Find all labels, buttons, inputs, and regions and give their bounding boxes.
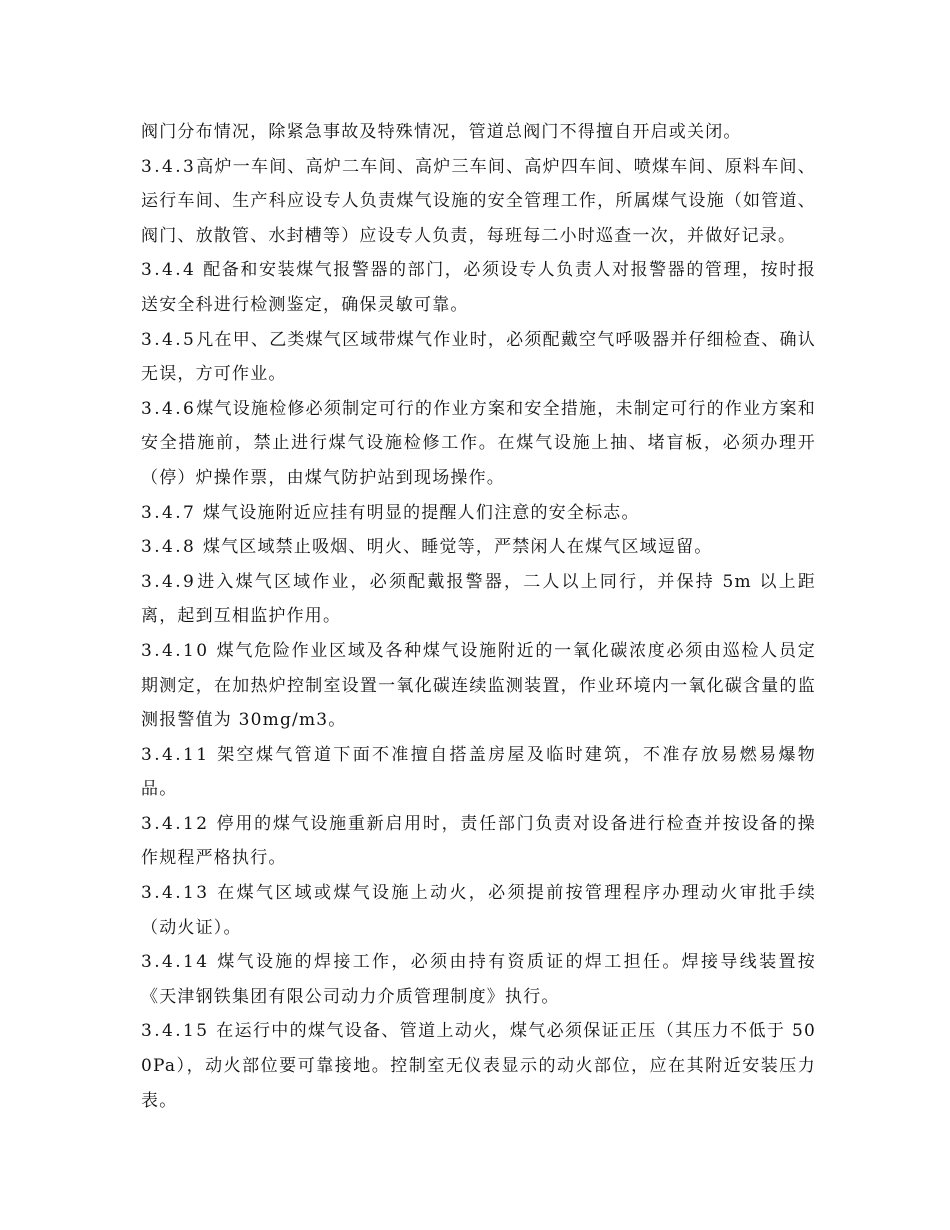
clause-number: 3.4.15 [141, 1021, 210, 1042]
paragraph-3-4-3 [141, 150, 816, 254]
clause-number: 3.4.6 [141, 398, 197, 419]
paragraph-3-4-4 [141, 253, 816, 322]
paragraph-3-4-8 [141, 530, 816, 565]
paragraph-3-4-10 [141, 634, 816, 738]
clause-number: 3.4.14 [141, 952, 210, 973]
document-body [141, 115, 816, 1118]
paragraph-text: 煤气设施检修必须制定可行的作业方案和安全措施，未制定可行的作业方案和安全措施前，禁止进行煤气设施检修工作。在煤气设施上抽、堵盲板，必须办理开（停）炉操作票，由煤气防护站到现场操作。 [141, 398, 816, 488]
paragraph-3-4-5 [141, 323, 816, 392]
clause-number: 3.4.3 [141, 156, 197, 177]
paragraph-text: 架空煤气管道下面不准擅自搭盖房屋及临时建筑，不准存放易燃易爆物品。 [141, 744, 816, 800]
paragraph-3-4-7 [141, 496, 816, 531]
paragraph-text: 阀门分布情况，除紧急事故及特殊情况，管道总阀门不得擅自开启或关闭。 [141, 122, 742, 142]
paragraph-text: 凡在甲、乙类煤气区域带煤气作业时，必须配戴空气呼吸器并仔细检查、确认无误，方可作业。 [141, 329, 816, 385]
paragraph-text: 在煤气区域或煤气设施上动火，必须提前按管理程序办理动火审批手续（动火证）。 [141, 883, 816, 938]
clause-number: 3.4.7 [141, 502, 197, 523]
clause-number: 3.4.10 [141, 640, 210, 661]
clause-number: 3.4.9 [141, 571, 197, 592]
paragraph-text: 煤气区域禁止吸烟、明火、睡觉等，严禁闲人在煤气区域逗留。 [196, 537, 713, 558]
paragraph-3-4-15 [141, 1014, 816, 1118]
paragraph-text: 在运行中的煤气设备、管道上动火，煤气必须保证正压（其压力不低于 500Pa），动火部位要可靠接地。控制室无仪表显示的动火部位，应在其附近安装压力表。 [141, 1021, 816, 1111]
paragraph-text: 配备和安装煤气报警器的部门，必须设专人负责人对报警器的管理，按时报送安全科进行检测鉴定，确保灵敏可靠。 [141, 260, 816, 315]
clause-number: 3.4.5 [141, 329, 197, 350]
paragraph-text: 煤气危险作业区域及各种煤气设施附近的一氧化碳浓度必须由巡检人员定期测定，在加热炉控制室设置一氧化碳连续监测装置，作业环境内一氧化碳含量的监测报警值为 30mg/m3。 [141, 640, 816, 731]
paragraph-text: 煤气设施附近应挂有明显的提醒人们注意的安全标志。 [196, 502, 640, 523]
paragraph-3-4-11 [141, 738, 816, 807]
paragraph-3-4-14 [141, 945, 816, 1014]
clause-number: 3.4.8 [141, 537, 197, 558]
clause-number: 3.4.13 [141, 883, 210, 904]
paragraph-text: 煤气设施的焊接工作，必须由持有资质证的焊工担任。焊接导线装置按《天津钢铁集团有限公司动力介质管理制度》执行。 [141, 952, 816, 1007]
paragraph-continuation [141, 115, 816, 150]
paragraph-text: 进入煤气区域作业，必须配戴报警器，二人以上同行，并保持 5m 以上距离，起到互相监护作用。 [141, 571, 816, 627]
paragraph-3-4-13 [141, 876, 816, 945]
clause-number: 3.4.11 [141, 744, 210, 765]
clause-number: 3.4.12 [141, 813, 210, 834]
paragraph-3-4-9 [141, 565, 816, 634]
paragraph-text: 高炉一车间、高炉二车间、高炉三车间、高炉四车间、喷煤车间、原料车间、运行车间、生产科应设专人负责煤气设施的安全管理工作，所属煤气设施（如管道、阀门、放散管、水封槽等）应设专人负责，每班每二小时巡查一次，并做好记录。 [141, 156, 816, 246]
paragraph-3-4-12 [141, 807, 816, 876]
clause-number: 3.4.4 [141, 260, 197, 281]
paragraph-text: 停用的煤气设施重新启用时，责任部门负责对设备进行检查并按设备的操作规程严格执行。 [141, 813, 816, 869]
paragraph-3-4-6 [141, 392, 816, 496]
